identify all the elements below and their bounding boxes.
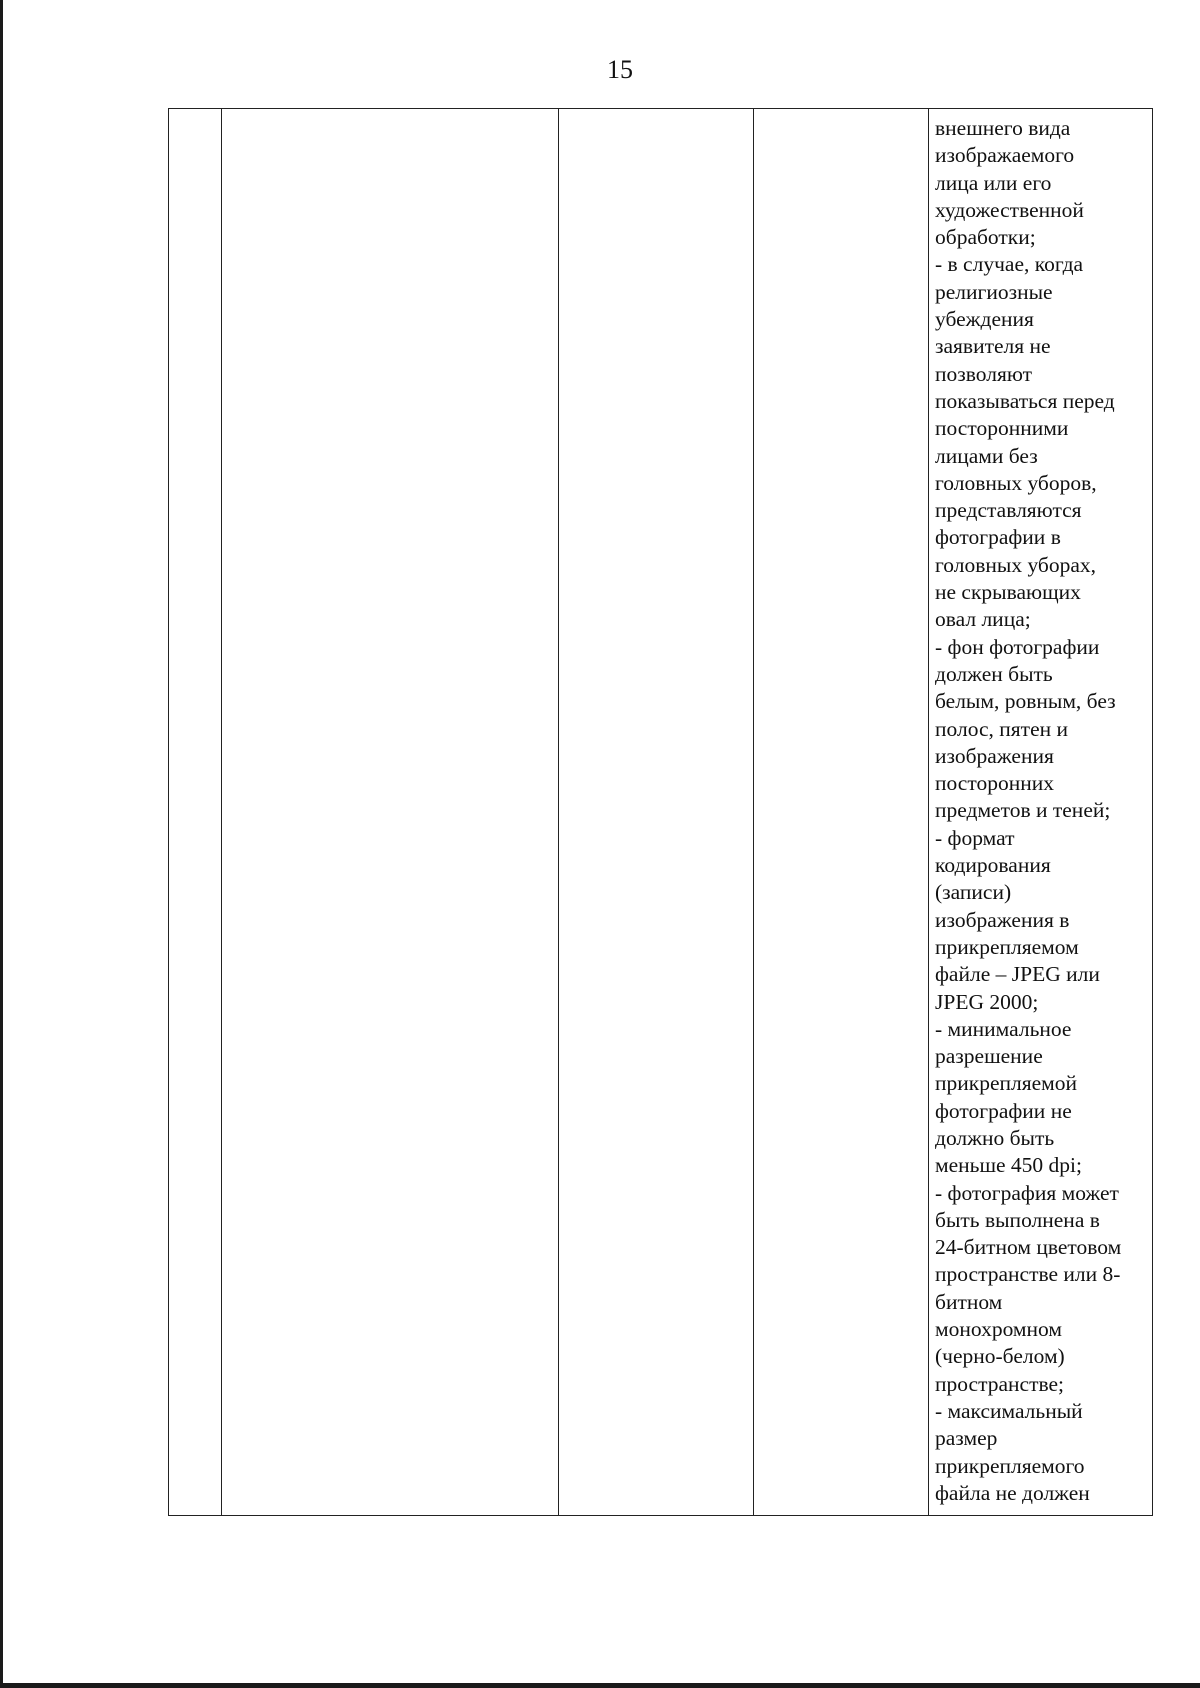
column-divider-1 (221, 109, 222, 1515)
column-divider-3 (753, 109, 754, 1515)
scan-edge-left (0, 0, 3, 1688)
column-divider-4 (928, 109, 929, 1515)
column-divider-2 (558, 109, 559, 1515)
document-table (168, 108, 1153, 1516)
scan-edge-bottom (0, 1683, 1200, 1688)
page-number: 15 (607, 55, 633, 84)
table-cell-requirements-text: внешнего вида изображаемого лица или его художественной обработки; - в случае, когда религиозные убеждения заявителя не позволяют показываться перед посторонними лицами без головных уборов, представляются фотографии в головных уборах, не скрывающих овал лица; - фон фотографии должен быть белым, ровным, без полос, пятен и изображения посторонних предметов и теней; - формат кодирования (записи) изображения в прикрепляемом файле – JPEG или JPEG 2000; - минимальное разрешение прикрепляемой фотографии не должно быть меньше 450 dpi; - фотография может быть выполнена в 24-битном цветовом пространстве или 8- битном монохромном (черно-белом) пространстве; - максимальный размер прикрепляемого файла не должен (935, 116, 1122, 1505)
